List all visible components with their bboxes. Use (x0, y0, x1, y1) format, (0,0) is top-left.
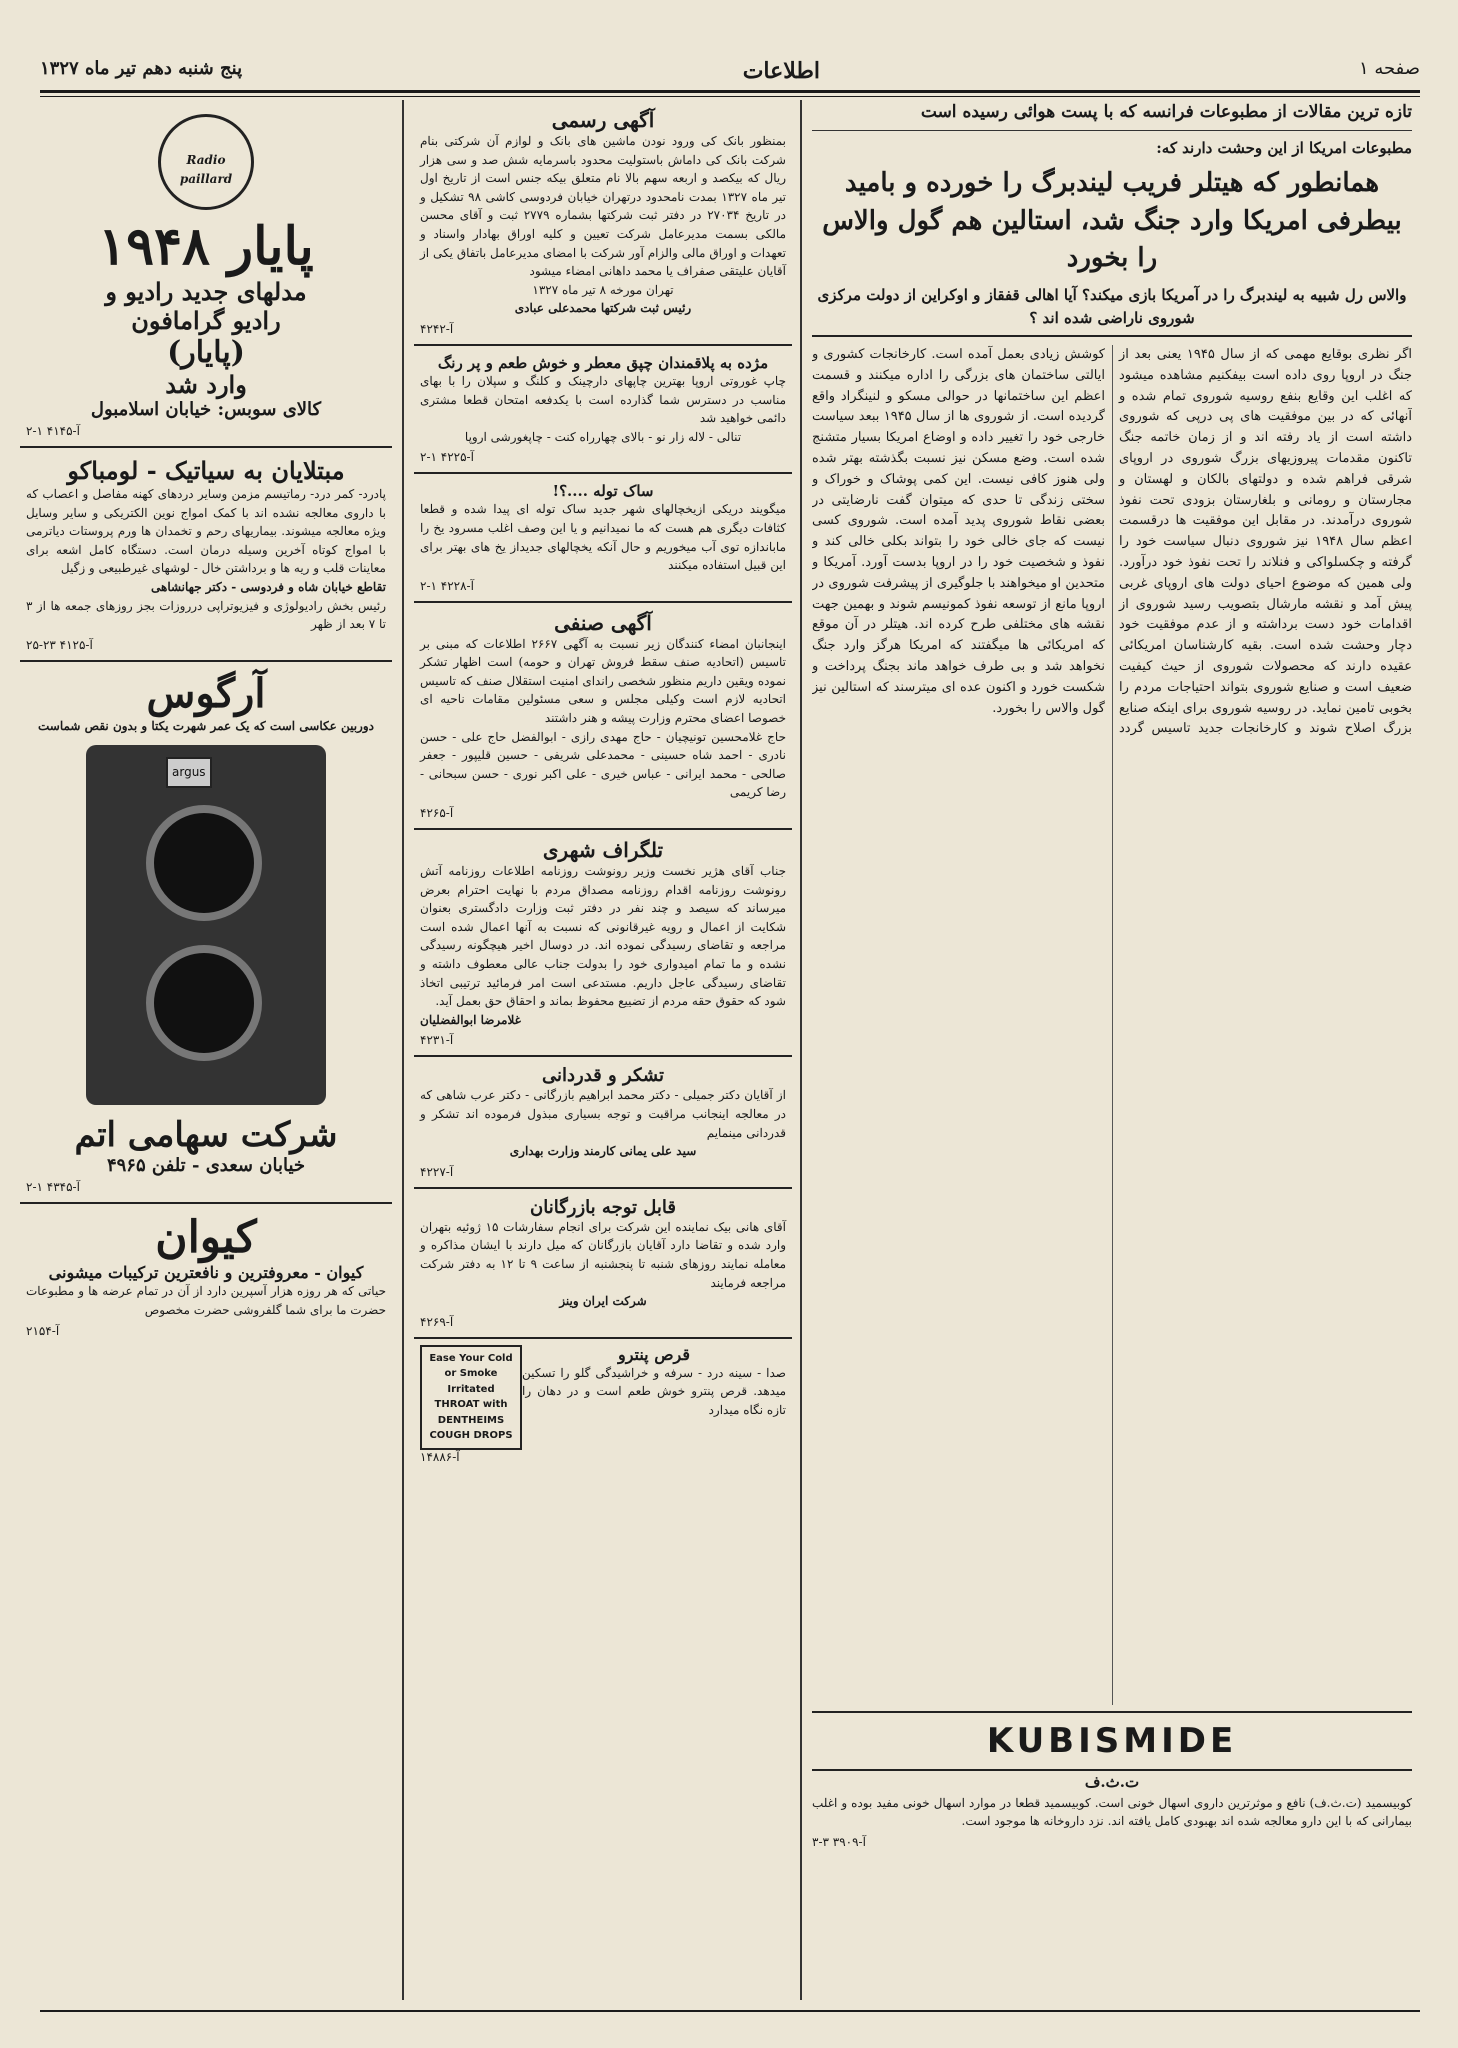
argus-ad-ref: ۲-۱ ۴۳۴۵-آ (26, 1180, 80, 1195)
telegram-ref: ۴۲۳۱-آ (420, 1033, 454, 1048)
misc-notice (414, 474, 792, 602)
article-body: اگر نظری بوقایع مهمی که از سال ۱۹۴۵ یعنی بعد از جنگ در اروپا روی داده است بیفکنیم مشاهده میشود که اغلب این وقایع بنفع روسیه شوروی تمام شده و آنهائی که در بین موفقیت های پی درپی که شوروی داشته است از یاد رفته اند و از زمان خاتمه جنگ تاکنون مقدمات پیروزیهای بزرگ شوروی در اروپای شرقی فراهم شده و دولتهای بالکان و لهستان و مجارستان و رومانی و بلغارستان بزودی تحت نفوذ شوروی درآمدند. در مقابل این موفقیت ها درقسمت اعظم سال ۱۹۴۸ نیز شوروی دنبال سیاست خود را گرفته و چکسلواکی و فنلاند را تحت نفوذ خود درآورد. ولی همین که موضوع احیای دولت های اروپای غربی پیش آمد و نقشه مارشال بتصویب رسید شوروی از اقدامات خود دست برداشته و از عدم موفقیت خود دچار وحشت شده است. بقیه کارشناسان امریکائی عقیده دارند که محصولات شوروی از حیث کیفیت ضعیف است و صنایع شوروی بتواند احتیاجات مردم را بخوبی تامین نماید. در روسیه شوروی برای اینکه صنایع بزرگ اصلاح شوند و کارخانجات جدید تاسیس گردد کوشش زیادی بعمل آمده است. کارخانجات کشوری و ایالتی ساختمان های بزرگی را اداره میکنند و قسمت اعظم این ساختمانها در حوالی مسکو و لنینگراد واقع گردیده است. از شوروی ها از سال ۱۹۴۵ ببعد سیاست خارجی خود را تغییر داده و اوضاع امریکا بسیار متشنج شده است. وضع مسکن نیز نسبت بگذشته بهتر شده ولی هنوز کافی نیست. این کمی پوشاک و خوراک و سختی زندگی تا حدی که میتوان گفت نارضایتی در بعضی نقاط شوروی پدید آمده است. شوروی کسی نیست که جای خالی خود را بتواند بکلی خالی کند و نفوذ و شخصیت خود را در اروپا بدست آورد. آمریکا و متحدین او میخواهند با جلوگیری از پیشرفت شوروی در اروپا مانع از توسعه نفوذ کمونیسم شوند و بهمین جهت نقشه های مختلفی طرح کرده اند. هیتلر در آن موقع که امریکائی ها میگفتند که امریکا هرگز وارد جنگ نخواهد شد و بی طرف خواهد ماند بجنگ پرداخت و شکست خورد و اکنون عده ای میترسند که استالین نیز گول والاس را بخورد. (812, 347, 1412, 737)
radio-ad-ref: ۲-۱ ۴۱۴۵-آ (26, 424, 80, 438)
argus-brand-plate: argus (166, 757, 212, 788)
article-column (812, 100, 1412, 2000)
argus-ad-company: شرکت سهامی اتم (74, 1115, 338, 1156)
radio-paillard-logo: Radio paillard (158, 114, 254, 210)
telegram-signature: غلامرضا ابوالفضلیان (420, 1012, 521, 1027)
thanks-ref: ۴۲۲۷-آ (420, 1164, 454, 1179)
tobacco-ad (414, 346, 792, 474)
publication-name: اطلاعات (742, 58, 820, 84)
official-notice-title: آگهی رسمی (551, 108, 655, 132)
kubismide-logo: KUBISMIDE (812, 1713, 1412, 1771)
medical-ad (20, 448, 392, 662)
issue-date: پنج شنبه دهم تیر ماه ۱۳۲۷ (40, 58, 243, 79)
footer-rule (40, 2010, 1420, 2012)
header-rule (40, 90, 1420, 93)
column-divider-left (402, 100, 404, 2000)
article-source: مطبوعات امریکا از این وحشت دارند که: (1156, 138, 1412, 157)
column-divider-right (800, 100, 802, 2000)
thanks-notice (414, 1057, 792, 1188)
thanks-signature: سید علی یمانی کارمند وزارت بهداری (509, 1144, 697, 1159)
trade-notice-title: آگهی صنفی (554, 610, 652, 635)
smoke-ad-badge: Ease Your Cold or Smoke Irritated THROAT with DENTHEIMS COUGH DROPS (420, 1345, 522, 1450)
medical-ad-ref: ۲۵-۲۳ ۴۱۲۵-آ (26, 637, 93, 652)
merchants-title: قابل توجه بازرگانان (530, 1196, 676, 1218)
ads-column (20, 100, 392, 2000)
tobacco-ad-text: چاپ غوروتی اروپا بهترین چاپهای دارچینک و کلنگ و سپلان را با بهای مناسب در دسترس شما گذارده است با یکدفعه امتحان قطعا مشتری دائمی خواهید شد (420, 373, 786, 426)
argus-ad-title: آرگوس (146, 669, 266, 717)
merchants-notice (414, 1189, 792, 1339)
article-deck: والاس رل شبیه به لیندبرگ را در آمریکا بازی میکند؟ آیا اهالی قفقاز و اوکراین از دولت مرکزی شوروی ناراضی شده اند ؟ (812, 284, 1412, 337)
smoke-ad-ref: ۱۴۸۸۶-آ (420, 1449, 460, 1464)
merchants-ref: ۴۲۶۹-آ (420, 1314, 454, 1329)
radio-ad-line-3: (پایار) (167, 335, 245, 370)
medical-ad-hours: رئیس بخش رادیولوژی و فیزیوتراپی درروزات بجز روزهای جمعه ها از ۳ تا ۷ بعد از ظهر (26, 598, 386, 632)
radio-ad-line-2: رادیو گرامافون (131, 306, 281, 335)
tobacco-ad-title: مژده به پلاقمندان چپق معطر و خوش طعم و پر رنگ (437, 353, 769, 372)
misc-notice-text: میگویند دریکی ازیخچالهای شهر جدید ساک توله ای پیدا شده و قطعا کثافات دیگری هم هست که ما نمیدانیم و یا این وصف اغلب مسرود یخ را ماباندازه توی آب میخوریم و حال آنکه یخچالهای جدیداز یخ های بهتر برای این قبیل استفاده میکنند (420, 502, 786, 573)
official-notice-ref: ۴۲۴۲-آ (420, 321, 454, 336)
thanks-text: از آقایان دکتر جمیلی - دکتر محمد ابراهیم بازرگانی - دکتر عرب شاهی که در معالجه اینجانب مراقبت و توجه بسیاری مبذول فرموده اند تشکر و قدردانی مینمایم (420, 1088, 786, 1140)
smoke-ad-title: قرص پنترو (617, 1344, 691, 1364)
telegram-notice (414, 830, 792, 1057)
trade-notice-names: حاج غلامحسین تونیچیان - حاج مهدی رازی - ابوالفضل حاج علی - حسن نادری - احمد شاه حسینی - محمدعلی شریفی - حسین قلیپور - جعفر صالحی - محمد ایرانی - عباس خیری - علی اکبر نوری - حسن سبحانی - رضا کریمی (420, 729, 786, 800)
trade-notice (414, 603, 792, 830)
smoke-ad (414, 1339, 792, 1470)
kubismide-title: ت.ث.ف (1084, 1773, 1140, 1792)
official-notice-signature: رئیس ثبت شرکتها محمدعلی عبادی (514, 301, 692, 316)
camera-top-lens (146, 805, 262, 921)
argus-ad-subtitle: دوربین عکاسی است که یک عمر شهرت یکتا و بدون نقص شماست (38, 718, 374, 733)
merchants-text: آقای هانی بیک نماینده این شرکت برای انجام سفارشات ۱۵ ژوئیه بتهران وارد شده و تقاضا دارد آقایان بازرگانان که میل دارند با ایشان مذاکره و معامله نمایند روزهای شنبه تا پنجشنبه از ساعت ۹ تا ۱۲ به دفتر شرکت مراجعه فرمایند (420, 1219, 787, 1290)
misc-notice-ref: ۲-۱ ۴۲۲۸-آ (420, 578, 474, 593)
medical-ad-title: مبتلایان به سیاتیک - لومباکو (67, 456, 345, 485)
radio-ad (20, 100, 392, 448)
keyvan-ad-ref: ۲۱۵۴-آ (26, 1323, 60, 1338)
keyvan-ad (20, 1204, 392, 1345)
merchants-company: شرکت ایران وینز (559, 1294, 647, 1309)
masthead-row (40, 52, 1420, 92)
medical-ad-doctor: تقاطع خیابان شاه و فردوسی - دکتر جهانشاهی (150, 579, 386, 594)
keyvan-ad-tagline: کیوان - معروفترین و نافعترین ترکیبات میشونی (48, 1263, 364, 1283)
camera-bottom-lens (146, 945, 262, 1061)
radio-ad-title: پایار ۱۹۴۸ (98, 216, 314, 277)
radio-ad-line-1: مدلهای جدید رادیو و (105, 277, 307, 306)
thanks-title: تشکر و قدردانی (542, 1065, 664, 1087)
kubismide-ad (812, 1711, 1412, 1849)
official-notice (414, 100, 792, 346)
misc-notice-title: ساک توله ....؟! (552, 482, 654, 501)
official-notice-date: تهران مورخه ۸ تیر ماه ۱۳۲۷ (532, 282, 674, 297)
telegram-title: تلگراف شهری (542, 838, 664, 863)
radio-ad-line-4: وارد شد (165, 370, 247, 399)
keyvan-ad-text: حیاتی که هر روزه هزار آسپرین دارد از آن در تمام عرضه ها و مطبوعات حضرت ما برای شما گلفروشی حضرت مخصوص (26, 1284, 386, 1317)
keyvan-ad-title: کیوان (155, 1212, 257, 1264)
header-rule-thin (40, 96, 1420, 97)
kubismide-text: کوبیسمید (ت.ث.ف) نافع و موثرترین داروی اسهال خونی است. کوبیسمید قطعا در موارد اسهال خونی مفید بوده و اغلب بیمارانی که با این دارو معالجه شده اند بهبودی کامل یافته اند. نزد داروخانه ها موجود است. (812, 1795, 1412, 1829)
article-headline: همانطور که هیتلر فریب لیندبرگ را خورده و بامید بیطرفی امریکا وارد جنگ شد، استالین هم گول والاس را بخورد (822, 168, 1402, 274)
argus-ad (20, 662, 392, 1205)
trade-notice-ref: ۴۲۶۵-آ (420, 806, 454, 821)
argus-ad-address: خیابان سعدی - تلفن ۴۹۶۵ (106, 1155, 306, 1177)
smoke-ad-text: صدا - سینه درد - سرفه و خراشیدگی گلو را تسکین میدهد. قرص پنترو خوش طعم است و در دهان را تازه نگاه میدارد (522, 1365, 786, 1417)
official-notice-text: بمنظور بانک کی ورود نودن ماشین های بانک و لوازم آن شرکتی بنام شرکت بانک کی داماش باستولیت محدود باسرمایه شش صد و سی هزار ریال که بیکصد و اربعه سهم بالا نام متعلق بیکه جنس است از تاریخ اول تیر ماه ۱۳۲۷ بمدت نامحدود درتهران خیابان فردوسی کاشی ۹۸ تشکیل و در تاریخ ۲۷۰۳۴ در دفتر ثبت شرکتها بشماره ۲۷۷۹ ثبت و آقای محسن مالکی بسمت مدیرعامل شرکت تعیین و کلیه اوراق بهادار واسناد و تعهدات و اوراق مالی والزام آور شرکت با امضای مدیرعامل باتفاق یکی از آقایان علیتقی صفراف یا محمد داهانی امضاء میشود (420, 134, 786, 279)
medical-ad-text: پادرد- کمر درد- رماتیسم مزمن وسایر دردهای کهنه مفاصل و اعصاب که با داروی معالجه نشده اند با کمک امواج نوین الکتریکی و سایر وسایل ویژه معالجه میشوند. بیماریهای رحم و تخمدان ها ورم پروستات دیاترمی با امواج کوتاه آخرین وسیله درمان است. دستگاه کامل اشعه برای معاینات قلب و ریه ها و برداشتن خال - لوشهای غیرطبیعی و زگیل (26, 487, 386, 576)
trade-notice-text: اینجانبان امضاء کنندگان زیر نسبت به آگهی ۲۶۶۷ اطلاعات که مبنی بر تاسیس (اتحادیه صنف سقط فروش تهران و حومه) است اظهار تشکر نموده ویقین داریم منظور شخصی راندای امنیت استقلال صنف که تاسیس اتحادیه لازم است وکیلی مجلس و سعی مسئولین مقامات ناحیه ای خصوصا اعضای محترم وزارت پیشه و هنر داشتند (420, 636, 786, 726)
tobacco-ad-items: تنالی - لاله زار نو - بالای چهارراه کنت - چاپغورشی اروپا (464, 429, 742, 444)
radio-ad-address: کالای سوبس: خیابان اسلامبول (90, 399, 322, 420)
page-number: صفحه ۱ (1358, 58, 1420, 79)
middle-column (414, 100, 792, 2000)
article-kicker: تازه ترین مقالات از مطبوعات فرانسه که با پست هوائی رسیده است (812, 100, 1412, 131)
tobacco-ad-ref: ۲-۱ ۴۲۲۵-آ (420, 450, 474, 465)
kubismide-ref: ۳-۳ ۳۹۰۹-آ (812, 1834, 866, 1849)
camera-illustration (86, 745, 326, 1105)
telegram-text: جناب آقای هژیر نخست وزیر رونوشت روزنامه اطلاعات روزنامه آتش رونوشت روزنامه اقدام روزنامه مصداق مردم با نهایت احترام بعرض میرساند که سیصد و چند نفر در دفتر ثبت وزارت دادگستری بعنوان شکایت از اعمال و رویه غیرقانونی که نسبت به آنها اعمال شده است مراجعه و تقاضای رسیدگی نموده اند. در دوسال اخیر هیچگونه رسیدگی نشده و ما تمام امیدواری خود را بدولت جناب عالی معطوف داشته و تقاضای رسیدگی عاجل داریم. مستدعی است امر فرمائید ترتیبی اتخاذ شود که حقوق حقه مردم از تضییع محفوظ بماند و احقاق حق بعمل آید. (420, 864, 786, 1009)
